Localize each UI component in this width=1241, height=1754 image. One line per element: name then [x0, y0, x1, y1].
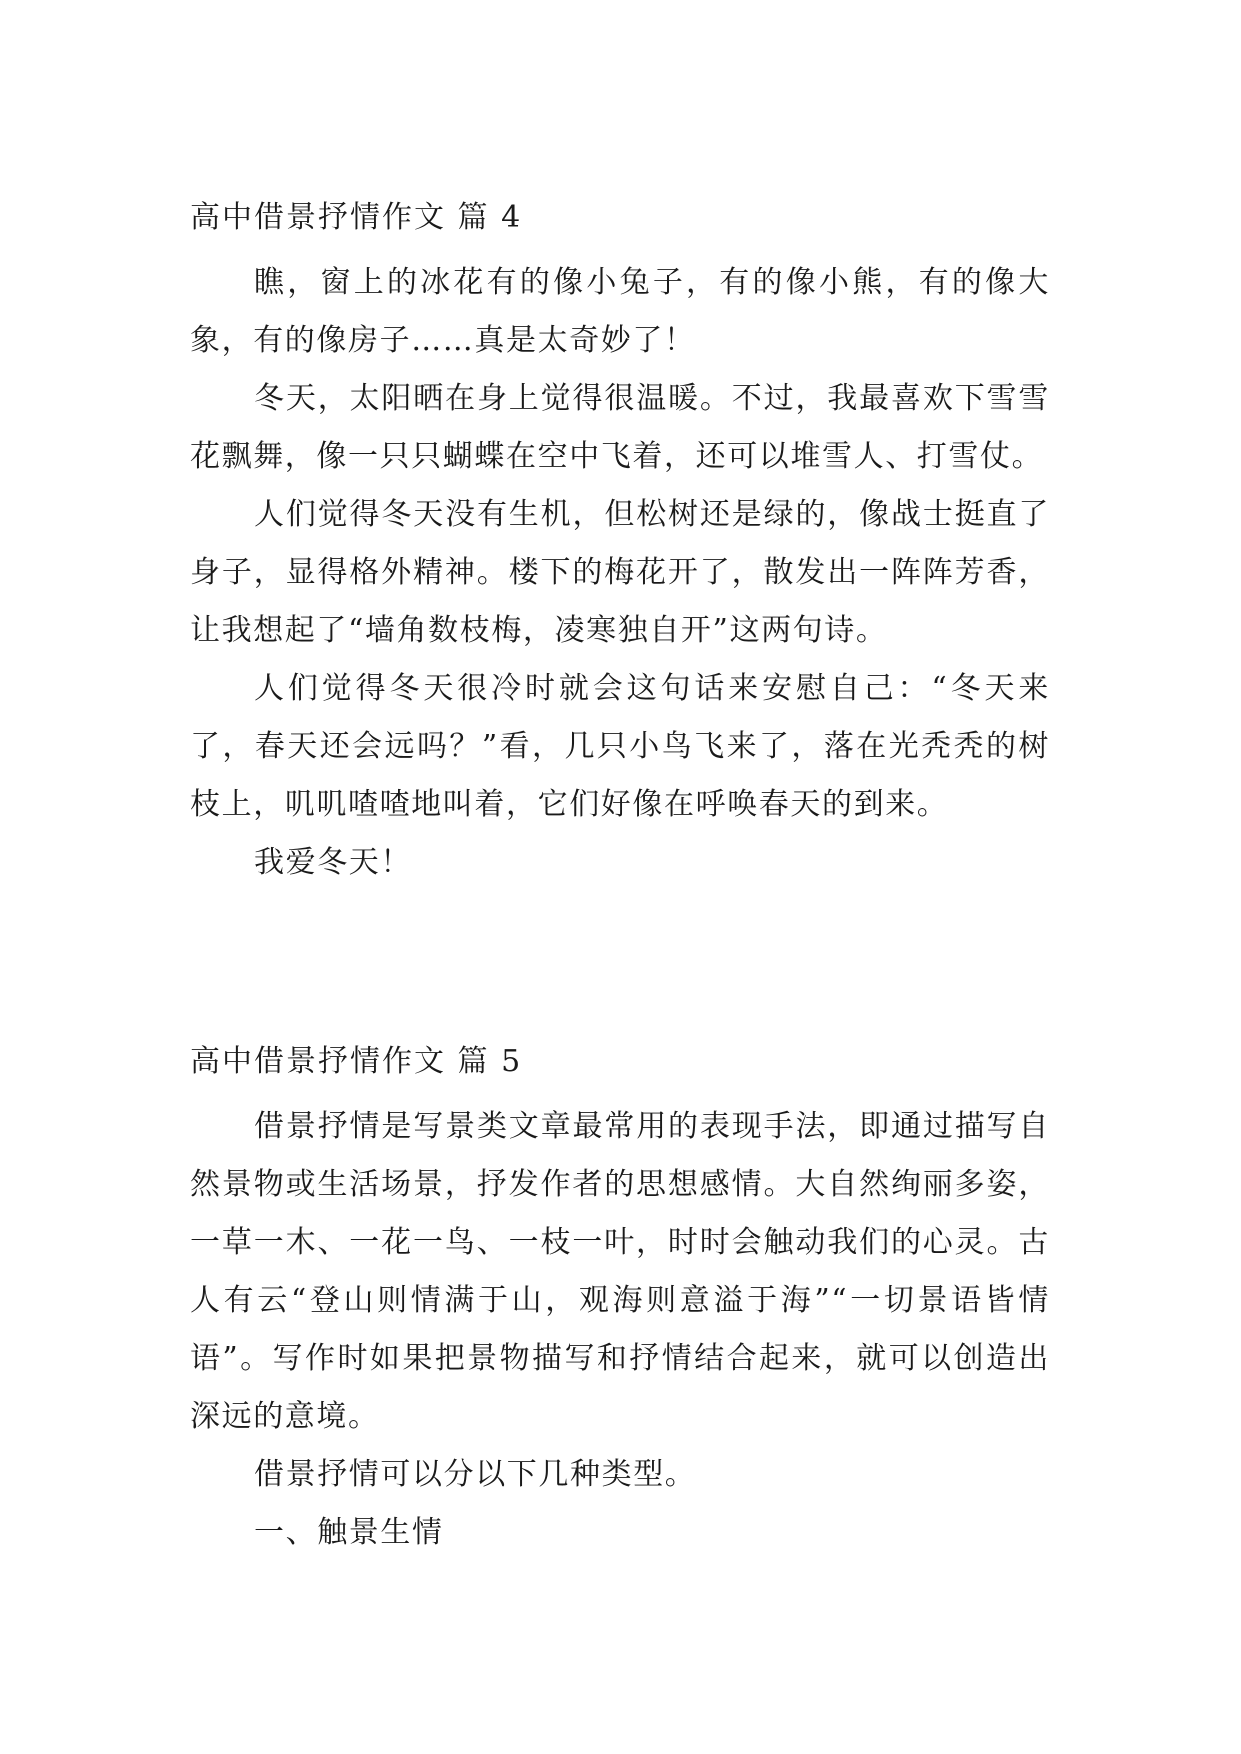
paragraph: 人们觉得冬天没有生机，但松树还是绿的，像战士挺直了身子，显得格外精神。楼下的梅花开了，散发出一阵阵芳香，让我想起了“墙角数枝梅，凌寒独自开”这两句诗。	[190, 497, 1050, 648]
section-heading: 高中借景抒情作文 篇 5	[190, 1044, 523, 1079]
paragraph: 人们觉得冬天很冷时就会这句话来安慰自己：“冬天来了，春天还会远吗？”看，几只小鸟飞来了，落在光秃秃的树枝上，叽叽喳喳地叫着，它们好像在呼唤春天的到来。	[190, 671, 1050, 822]
paragraph: 冬天，太阳晒在身上觉得很温暖。不过，我最喜欢下雪雪花飘舞，像一只只蝴蝶在空中飞着，还可以堆雪人、打雪仗。	[190, 381, 1050, 474]
paragraph: 借景抒情是写景类文章最常用的表现手法，即通过描写自然景物或生活场景，抒发作者的思想感情。大自然绚丽多姿，一草一木、一花一鸟、一枝一叶，时时会触动我们的心灵。古人有云“登山则情满于山，观海则意溢于海”“一切景语皆情语”。写作时如果把景物描写和抒情结合起来，就可以创造出深远的意境。	[190, 1109, 1050, 1434]
section-heading: 高中借景抒情作文 篇 4	[190, 200, 523, 235]
paragraph: 我爱冬天！	[254, 845, 412, 880]
essay-section-5	[190, 1040, 1050, 1562]
paragraph: 借景抒情可以分以下几种类型。	[254, 1457, 697, 1492]
paragraph: 一、触景生情	[254, 1515, 444, 1550]
essay-section-4	[190, 196, 1050, 892]
paragraph: 瞧，窗上的冰花有的像小兔子，有的像小熊，有的像大象，有的像房子……真是太奇妙了！	[190, 265, 1050, 358]
